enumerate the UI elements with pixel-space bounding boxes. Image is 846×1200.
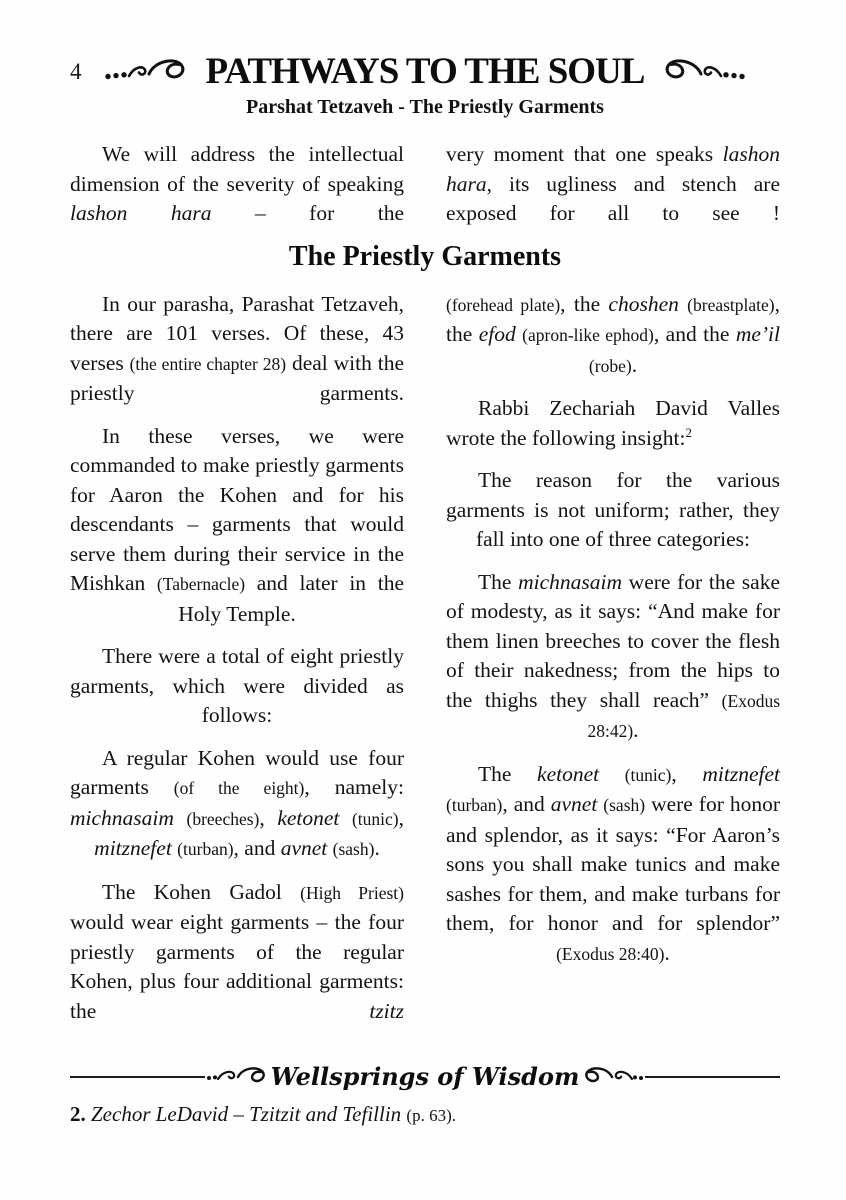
paragraph: There were a total of eight priestly garments, which were divided as follows: — [70, 644, 404, 727]
paragraph: The michnasaim were for the sake of modesty, as it says: “And make for them linen breeches to cover the flesh of their nakedness; from the hips to the thighs they shall reach” (Exodus 28:42). — [446, 569, 780, 742]
page-number: 4 — [70, 58, 82, 84]
footer-divider — [70, 1062, 780, 1091]
divider-line-left — [70, 1076, 205, 1078]
divider-line-right — [645, 1076, 780, 1078]
intro-section — [70, 140, 780, 229]
footnote: 2. Zechor LeDavid – Tzitzit and Tefillin (p. 63). — [70, 1102, 456, 1126]
flourish-left-icon — [103, 57, 199, 87]
divider-flourish-right-icon — [581, 1066, 645, 1088]
flourish-right-icon — [651, 57, 747, 87]
body-right-column — [446, 290, 780, 1027]
page-header — [70, 50, 780, 119]
paragraph: In these verses, we were commanded to make priestly garments for Aaron the Kohen and for his descendants – garments that would serve them during their service in the Mishkan (Tabernacle) and later in the Holy Temple. — [70, 423, 404, 626]
paragraph: In our parasha, Parashat Tetzaveh, there are 101 verses. Of these, 43 verses (the entire chapter 28) deal with the priestly garments. — [70, 291, 404, 405]
divider-title: Wellsprings of Wisdom — [270, 1062, 580, 1091]
paragraph: Rabbi Zechariah David Valles wrote the following insight:$^2$ — [446, 396, 780, 450]
paragraph: very moment that one speaks lashon hara, its ugliness and stench are exposed for all to see ! — [446, 142, 780, 225]
paragraph: A regular Kohen would use four garments (of the eight), namely: michnasaim (breeches), ketonet (tunic), mitznefet (turban), and avnet (sash). — [70, 745, 405, 860]
divider-flourish-left-icon — [205, 1066, 269, 1088]
paragraph: We will address the intellectual dimension of the severity of speaking lashon hara – for the — [70, 142, 404, 225]
intro-right-column — [446, 140, 780, 229]
body-section — [70, 290, 780, 1027]
paragraph: The ketonet (tunic), mitznefet (turban), and avnet (sash) were for honor and splendor, as it says: “For Aaron’s sons you shall make tunics and make sashes for them, and make turbans for them, for honor and for splendor” (Exodus 28:40). — [446, 761, 781, 965]
paragraph: The Kohen Gadol (High Priest) would wear eight garments – the four priestly garments of the regular Kohen, plus four additional garments: the tzitz — [70, 879, 404, 1023]
paragraph: The reason for the various garments is not uniform; rather, they fall into one of three categories: — [446, 468, 780, 551]
paragraph: (forehead plate), the choshen (breastplate), the efod (apron-like ephod), and the me’il (robe). — [446, 291, 780, 377]
book-title: PATHWAYS TO THE SOUL — [205, 51, 645, 92]
page-footer — [70, 1062, 780, 1130]
body-left-column — [70, 290, 404, 1027]
section-heading: The Priestly Garments — [288, 240, 562, 272]
chapter-subtitle: Parshat Tetzaveh - The Priestly Garments — [246, 96, 604, 118]
intro-left-column — [70, 140, 404, 229]
title-block — [103, 50, 748, 93]
